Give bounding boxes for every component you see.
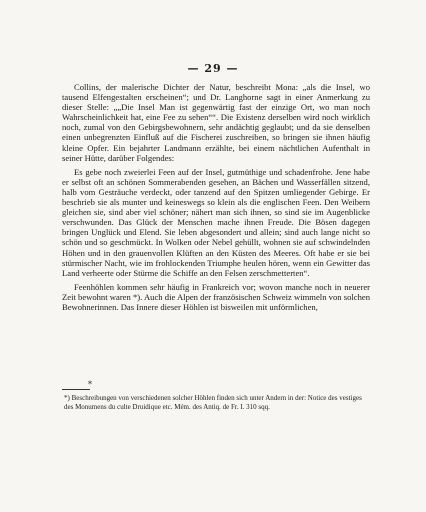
footnote: *) Beschreibungen von verschiedenen solcher Höhlen finden sich unter Andern in der: Notice des vestiges des Monumens du culte Druidique etc. Mém. des Antiq. de Fr. I. 310 sqq. (64, 394, 362, 411)
footnote-marker: * (88, 380, 92, 389)
footnote-divider (62, 389, 90, 390)
body-text (62, 82, 370, 312)
paragraph-collins: Collins, der malerische Dichter der Natur, beschreibt Mona: „als die Insel, wo tausend Elfengestalten erscheinen“; und Dr. Langhorne sagt in einer Anmerkung zu dieser Stelle: „„Die Insel Man ist gegenwärtig fast der einzige Ort, wo man noch Wahrscheinlichkeit hat, eine Fee zu sehen““. Die Existenz derselben wird noch wirklich noch, zumal von den Gebirgsbewohnern, sehr andächtig geglaubt; und da sie denselben einen unbegrenzten Einfluß auf die Fischerei zuschreiben, so bringen sie ihnen häufig kleine Opfer. Ein bejahrter Landmann erzählte, bei einem nächtlichen Aufenthalt in seiner Hütte, darüber Folgendes: (62, 82, 370, 163)
paragraph-fairies: Es gebe noch zweierlei Feen auf der Insel, gutmüthige und schadenfrohe. Jene habe er selbst oft an schönen Sommerabenden gesehen, an Bächen und Wasserfällen sitzend, halb vom Gesträuche verdeckt, oder tanzend auf den Spitzen umliegender Gebirge. Er beschrieb sie als munter und keineswegs so klein als die englischen Feen. Den Weibern gleichen sie, sind aber viel schöner; nähert man sich ihnen, so sind sie im Augenblicke verschwunden. Das Glück der Menschen mache ihnen Freude. Die Bösen dagegen bringen Unglück und Elend. Sie leben abgesondert und allein; sind auch lange nicht so schön und so geschmückt. In Wolken oder Nebel gehüllt, wohnen sie auf schwindelnden Höhen und in den grauenvollen Klüften an den Küsten des Meeres. Oft habe er sie bei stürmischer Nacht, wie im frohlockenden Triumphe heulen hören, wenn ein Gewitter das Land verheerte oder Stürme die Schiffe an den Felsen zerschmetterten“. (62, 166, 370, 278)
page-number: — 29 — (187, 62, 239, 75)
paragraph-caves: Feenhöhlen kommen sehr häufig in Frankreich vor; wovon manche noch in neuerer Zeit bewohnt waren *). Auch die Alpen der französischen Schweiz wimmeln von solchen Bewohnerinnen. Das Innere dieser Höhlen ist bisweilen mit unförmlichen, (62, 281, 370, 312)
